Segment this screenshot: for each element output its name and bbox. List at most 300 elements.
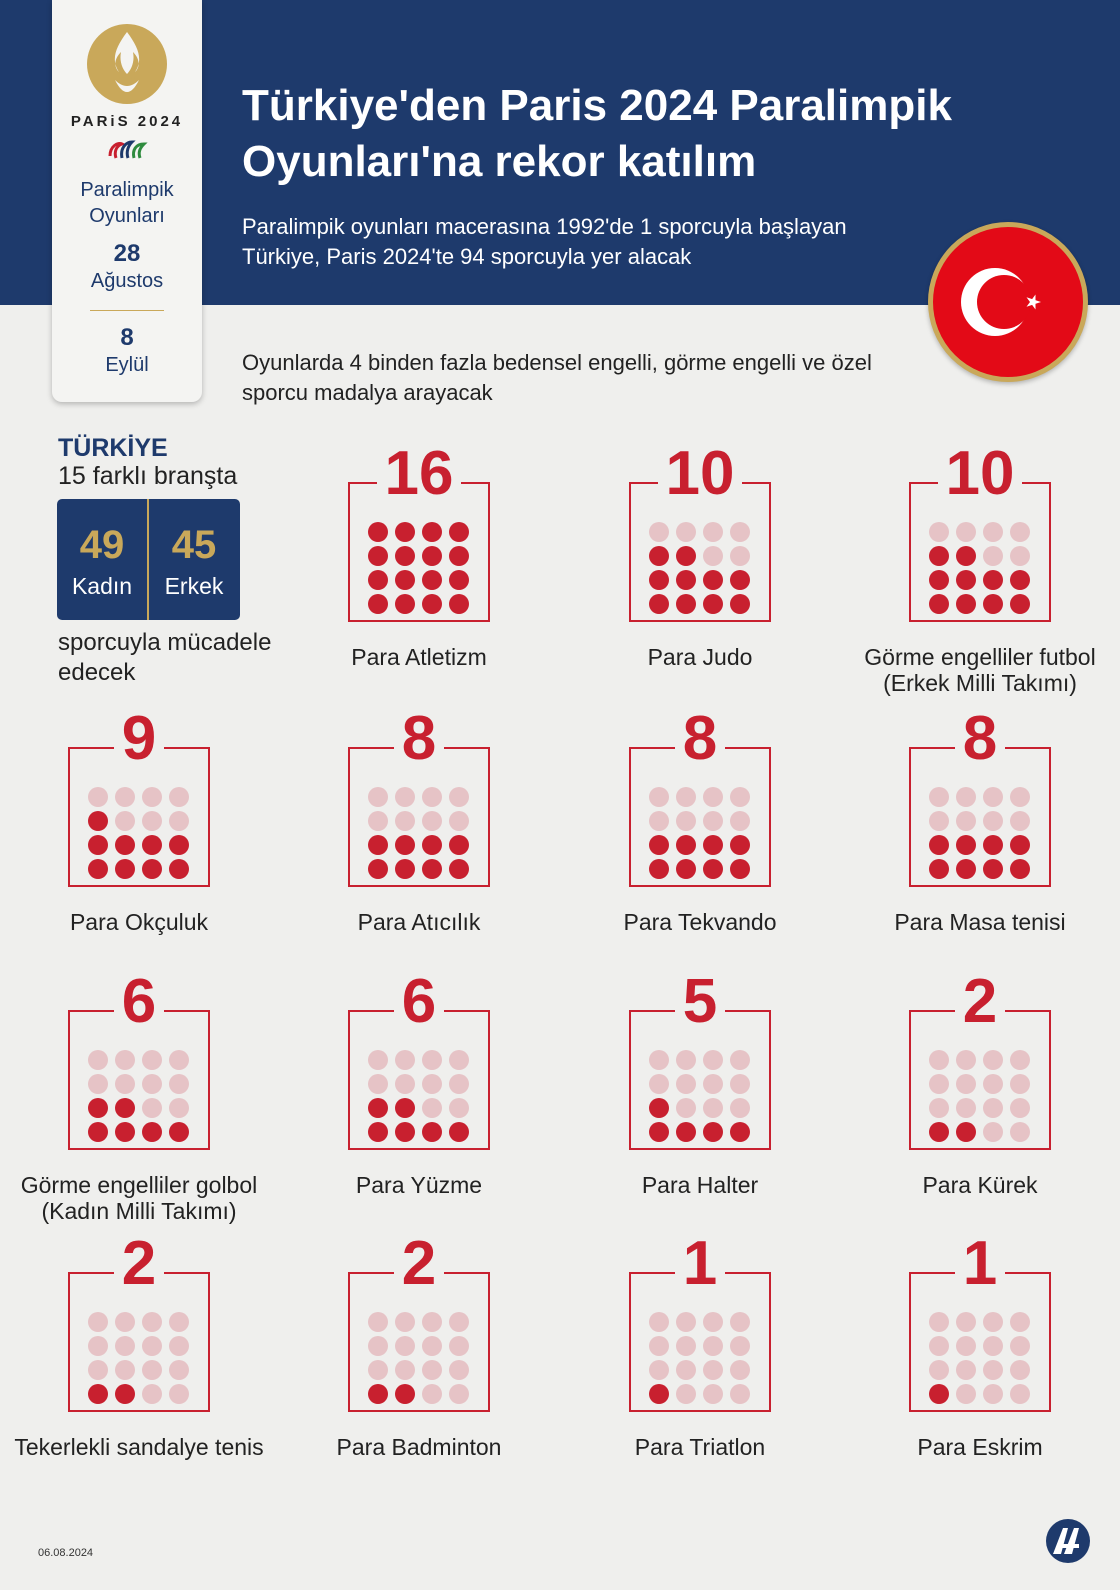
start-month: Ağustos <box>90 270 164 292</box>
athlete-dot-empty <box>983 1312 1003 1332</box>
athlete-dot-empty <box>983 1074 1003 1094</box>
athlete-dot-empty <box>449 1384 469 1404</box>
athlete-dot-empty <box>676 1384 696 1404</box>
athlete-dot-filled <box>422 570 442 590</box>
turkish-flag-icon <box>928 222 1088 382</box>
sport-athlete-count-text: 2 <box>394 1229 444 1298</box>
athlete-dot-empty <box>142 787 162 807</box>
aa-logo-icon <box>1045 1518 1091 1564</box>
sport-label: Para Yüzme <box>355 1172 483 1198</box>
athlete-dot-empty <box>929 1336 949 1356</box>
athlete-dot-filled <box>368 1384 388 1404</box>
athlete-dot-filled <box>676 859 696 879</box>
athlete-dot-empty <box>983 546 1003 566</box>
athlete-dot-empty <box>983 1050 1003 1070</box>
women-count: 49 <box>79 523 125 567</box>
athlete-dot-filled <box>422 1122 442 1142</box>
athlete-dot-empty <box>115 1336 135 1356</box>
athlete-dot-filled <box>649 1384 669 1404</box>
sport-label: Görme engelliler futbol (Erkek Milli Takımı) <box>864 644 1096 696</box>
paris-2024-flame-icon <box>85 22 169 106</box>
athlete-dot-empty <box>115 811 135 831</box>
athlete-dot-filled <box>169 859 189 879</box>
sport-athlete-count-text: 10 <box>658 439 743 508</box>
sport-athlete-count <box>350 704 488 773</box>
athlete-dot-empty <box>703 1336 723 1356</box>
athlete-dot-empty <box>929 522 949 542</box>
athlete-dot-filled <box>395 546 415 566</box>
athlete-dot-filled <box>703 570 723 590</box>
athlete-dot-filled <box>449 522 469 542</box>
athlete-dot-empty <box>649 1050 669 1070</box>
athlete-dot-empty <box>395 1336 415 1356</box>
athlete-dot-filled <box>983 835 1003 855</box>
sport-athlete-count-text: 2 <box>955 967 1005 1036</box>
athlete-dot-filled <box>1010 570 1030 590</box>
athlete-dot-filled <box>395 522 415 542</box>
athlete-dot-empty <box>88 1074 108 1094</box>
athlete-dot-empty <box>422 1074 442 1094</box>
athlete-dot-empty <box>1010 1074 1030 1094</box>
athlete-dot-filled <box>1010 859 1030 879</box>
athlete-dot-empty <box>422 1360 442 1380</box>
athlete-dot-empty <box>115 787 135 807</box>
brand-text: PARiS 2024 <box>70 113 184 130</box>
athlete-dot-filled <box>676 594 696 614</box>
athlete-dot-empty <box>368 787 388 807</box>
athlete-dot-filled <box>703 1122 723 1142</box>
athlete-dot-empty <box>730 1360 750 1380</box>
athlete-dot-empty <box>1010 811 1030 831</box>
athlete-dot-filled <box>730 594 750 614</box>
page-subtitle: Paralimpik oyunları macerasına 1992'de 1 sporcuyla başlayan Türkiye, Paris 2024'te 94 sporcuyla yer alacak <box>242 214 847 269</box>
athlete-dot-empty <box>676 1336 696 1356</box>
athlete-dot-filled <box>368 522 388 542</box>
athlete-dot-empty <box>169 1360 189 1380</box>
athlete-dot-empty <box>676 787 696 807</box>
athlete-dot-empty <box>929 787 949 807</box>
athlete-dot-empty <box>1010 1098 1030 1118</box>
athlete-dot-filled <box>368 835 388 855</box>
athlete-dot-empty <box>676 1312 696 1332</box>
athlete-dot-filled <box>395 1098 415 1118</box>
athlete-dot-filled <box>956 835 976 855</box>
athlete-dot-empty <box>676 1050 696 1070</box>
athlete-dot-empty <box>649 1360 669 1380</box>
sport-athlete-count-text: 2 <box>114 1229 164 1298</box>
sport-label: Para Eskrim <box>917 1434 1043 1460</box>
sport-athlete-count <box>350 439 488 508</box>
athlete-dot-filled <box>142 1122 162 1142</box>
athlete-dot-empty <box>88 1336 108 1356</box>
athlete-dot-filled <box>649 835 669 855</box>
athlete-dot-empty <box>649 811 669 831</box>
athlete-dot-empty <box>368 811 388 831</box>
athlete-dot-empty <box>142 1074 162 1094</box>
athlete-dot-filled <box>169 1122 189 1142</box>
sport-athlete-count-text: 5 <box>675 967 725 1036</box>
athlete-dot-empty <box>983 522 1003 542</box>
athlete-dot-filled <box>730 1122 750 1142</box>
athlete-dot-empty <box>983 1122 1003 1142</box>
sport-athlete-count <box>911 1229 1049 1298</box>
athlete-dot-empty <box>142 1312 162 1332</box>
athlete-dot-empty <box>703 1050 723 1070</box>
athlete-dot-empty <box>395 1312 415 1332</box>
athlete-dot-empty <box>169 1336 189 1356</box>
athlete-dot-filled <box>422 835 442 855</box>
athlete-dot-empty <box>395 811 415 831</box>
athlete-dot-empty <box>395 1074 415 1094</box>
sport-athlete-count <box>631 704 769 773</box>
athlete-dot-empty <box>395 1360 415 1380</box>
athlete-dot-filled <box>703 835 723 855</box>
athlete-dot-empty <box>142 1098 162 1118</box>
athlete-dot-empty <box>142 1336 162 1356</box>
women-label: Kadın <box>71 573 133 599</box>
athlete-dot-empty <box>649 787 669 807</box>
athlete-dot-empty <box>449 811 469 831</box>
sport-card <box>68 967 210 1150</box>
athlete-dot-filled <box>449 835 469 855</box>
end-month: Eylül <box>105 354 149 376</box>
athlete-dot-empty <box>703 546 723 566</box>
athlete-dot-empty <box>88 1050 108 1070</box>
athlete-dot-empty <box>983 1336 1003 1356</box>
branch-count-text: 15 farklı branşta <box>58 462 238 490</box>
sport-athlete-count <box>70 704 208 773</box>
athlete-dot-empty <box>1010 1312 1030 1332</box>
event-line-2: Oyunları <box>89 205 165 227</box>
athlete-dot-empty <box>676 1098 696 1118</box>
athlete-dot-empty <box>956 1312 976 1332</box>
athlete-dot-filled <box>956 546 976 566</box>
athlete-dot-empty <box>449 1074 469 1094</box>
athlete-dot-empty <box>703 787 723 807</box>
athlete-dot-filled <box>676 835 696 855</box>
athlete-dot-empty <box>449 1360 469 1380</box>
sport-card <box>348 967 490 1150</box>
sport-label: Tekerlekli sandalye tenis <box>14 1434 264 1460</box>
sport-athlete-count <box>911 704 1049 773</box>
athlete-dot-filled <box>703 594 723 614</box>
athlete-dot-filled <box>676 570 696 590</box>
athlete-dot-filled <box>956 570 976 590</box>
athlete-dot-filled <box>929 859 949 879</box>
athlete-dot-empty <box>956 1336 976 1356</box>
sport-card <box>348 1229 490 1412</box>
sport-athlete-count <box>631 967 769 1036</box>
athlete-dot-filled <box>115 835 135 855</box>
athlete-dot-empty <box>1010 1050 1030 1070</box>
athlete-dot-filled <box>649 594 669 614</box>
athlete-dot-empty <box>730 1050 750 1070</box>
athlete-dot-empty <box>730 522 750 542</box>
athlete-dot-filled <box>88 859 108 879</box>
athlete-dot-empty <box>730 546 750 566</box>
sport-label: Para Atıcılık <box>357 909 481 935</box>
turkey-footer-text: sporcuyla mücadele edecek <box>58 629 272 686</box>
agitos-icon <box>106 138 148 164</box>
sport-card <box>68 704 210 887</box>
athlete-dot-empty <box>1010 787 1030 807</box>
athlete-dot-filled <box>730 835 750 855</box>
athlete-dot-empty <box>422 1312 442 1332</box>
athlete-dot-empty <box>983 811 1003 831</box>
athlete-dot-empty <box>956 787 976 807</box>
sport-athlete-count <box>70 1229 208 1298</box>
athlete-dot-filled <box>395 594 415 614</box>
athlete-dot-empty <box>983 1360 1003 1380</box>
athlete-dot-empty <box>422 1098 442 1118</box>
athlete-dot-empty <box>649 522 669 542</box>
athlete-dot-empty <box>115 1312 135 1332</box>
games-logo-card <box>52 0 202 402</box>
athlete-dot-filled <box>929 570 949 590</box>
athlete-dot-empty <box>422 1336 442 1356</box>
athlete-dot-filled <box>983 594 1003 614</box>
sport-card <box>348 439 490 622</box>
athlete-dot-empty <box>88 1312 108 1332</box>
athlete-dot-filled <box>368 859 388 879</box>
athlete-dot-filled <box>115 859 135 879</box>
athlete-dot-filled <box>88 1384 108 1404</box>
athlete-dot-filled <box>88 1098 108 1118</box>
athlete-dot-filled <box>929 1384 949 1404</box>
athlete-dot-empty <box>703 1360 723 1380</box>
sport-athlete-count <box>350 967 488 1036</box>
athlete-dot-filled <box>649 570 669 590</box>
athlete-dot-filled <box>422 859 442 879</box>
athlete-dot-empty <box>1010 1360 1030 1380</box>
athlete-dot-empty <box>703 811 723 831</box>
athlete-dot-filled <box>929 594 949 614</box>
sport-card <box>629 439 771 622</box>
athlete-dot-filled <box>929 1122 949 1142</box>
athlete-dot-filled <box>649 1098 669 1118</box>
sport-card <box>909 439 1051 622</box>
athlete-dot-filled <box>395 859 415 879</box>
athlete-dot-empty <box>649 1312 669 1332</box>
athlete-dot-filled <box>115 1098 135 1118</box>
athlete-dot-empty <box>449 1098 469 1118</box>
athlete-dot-empty <box>142 1384 162 1404</box>
athlete-dot-empty <box>1010 522 1030 542</box>
sport-athlete-count-text: 6 <box>114 967 164 1036</box>
sport-label: Para Kürek <box>922 1172 1038 1198</box>
athlete-dot-empty <box>929 1074 949 1094</box>
sport-athlete-count-text: 8 <box>394 704 444 773</box>
athlete-dot-filled <box>676 1122 696 1142</box>
athlete-dot-empty <box>422 1050 442 1070</box>
sport-athlete-count-text: 8 <box>675 704 725 773</box>
athlete-dot-empty <box>730 1074 750 1094</box>
athlete-dot-empty <box>956 1360 976 1380</box>
athlete-dot-filled <box>368 1122 388 1142</box>
intro-text: Oyunlarda 4 binden fazla bedensel engelli, görme engelli ve özel sporcu madalya arayacak <box>242 350 872 405</box>
athlete-dot-filled <box>395 1384 415 1404</box>
athlete-dot-filled <box>395 570 415 590</box>
athlete-dot-empty <box>1010 1384 1030 1404</box>
athlete-dot-empty <box>422 1384 442 1404</box>
athlete-dot-empty <box>115 1074 135 1094</box>
sport-athlete-count-text: 6 <box>394 967 444 1036</box>
athlete-dot-empty <box>169 1074 189 1094</box>
athlete-dot-filled <box>1010 835 1030 855</box>
athlete-dot-empty <box>169 1098 189 1118</box>
athlete-dot-empty <box>368 1050 388 1070</box>
sport-athlete-count-text: 9 <box>114 704 164 773</box>
sport-label: Para Judo <box>647 644 753 670</box>
athlete-dot-filled <box>449 594 469 614</box>
athlete-dot-filled <box>929 546 949 566</box>
athlete-dot-filled <box>449 570 469 590</box>
sport-label: Görme engelliler golbol (Kadın Milli Takımı) <box>20 1172 258 1224</box>
athlete-dot-filled <box>649 1122 669 1142</box>
athlete-dot-empty <box>449 1312 469 1332</box>
athlete-dot-filled <box>730 570 750 590</box>
athlete-dot-filled <box>449 859 469 879</box>
sport-athlete-count <box>350 1229 488 1298</box>
athlete-dot-filled <box>142 859 162 879</box>
sport-athlete-count-text: 16 <box>377 439 462 508</box>
athlete-dot-filled <box>422 522 442 542</box>
athlete-dot-empty <box>649 1336 669 1356</box>
athlete-dot-empty <box>368 1360 388 1380</box>
athlete-dot-filled <box>983 570 1003 590</box>
athlete-dot-empty <box>929 1312 949 1332</box>
athlete-dot-filled <box>88 835 108 855</box>
athlete-dot-empty <box>368 1312 388 1332</box>
athlete-dot-filled <box>929 835 949 855</box>
athlete-dot-empty <box>730 811 750 831</box>
athlete-dot-filled <box>142 835 162 855</box>
athlete-dot-filled <box>368 546 388 566</box>
athlete-dot-filled <box>983 859 1003 879</box>
athlete-dot-filled <box>88 1122 108 1142</box>
athlete-dot-filled <box>395 1122 415 1142</box>
sport-athlete-count-text: 8 <box>955 704 1005 773</box>
sport-card <box>909 967 1051 1150</box>
sport-label: Para Tekvando <box>623 909 777 935</box>
athlete-dot-filled <box>649 859 669 879</box>
sport-athlete-count-text: 10 <box>938 439 1023 508</box>
athlete-gender-box <box>57 499 240 620</box>
sport-label: Para Okçuluk <box>69 909 209 935</box>
athlete-dot-empty <box>169 1312 189 1332</box>
sport-label: Para Masa tenisi <box>894 909 1066 935</box>
athlete-dot-empty <box>956 522 976 542</box>
men-label: Erkek <box>164 573 224 599</box>
event-line-1: Paralimpik <box>80 179 174 201</box>
athlete-dot-empty <box>676 811 696 831</box>
sport-athlete-count-text: 1 <box>955 1229 1005 1298</box>
page-title: Türkiye'den Paris 2024 Paralimpik Oyunları'na rekor katılım <box>242 81 952 186</box>
athlete-dot-filled <box>368 570 388 590</box>
sport-athlete-count <box>70 967 208 1036</box>
athlete-dot-empty <box>983 1384 1003 1404</box>
athlete-dot-empty <box>983 1098 1003 1118</box>
athlete-dot-empty <box>956 1384 976 1404</box>
athlete-dot-empty <box>368 1074 388 1094</box>
athlete-dot-filled <box>368 594 388 614</box>
athlete-dot-empty <box>88 1360 108 1380</box>
sport-athlete-count <box>911 967 1049 1036</box>
turkey-label: TÜRKİYE <box>58 434 168 462</box>
athlete-dot-filled <box>649 546 669 566</box>
athlete-dot-empty <box>956 1050 976 1070</box>
athlete-dot-empty <box>142 1360 162 1380</box>
athlete-dot-filled <box>956 859 976 879</box>
athlete-dot-empty <box>1010 1122 1030 1142</box>
sport-label: Para Triatlon <box>634 1434 766 1460</box>
sport-athlete-count <box>631 1229 769 1298</box>
athlete-dot-filled <box>422 594 442 614</box>
athlete-dot-filled <box>703 859 723 879</box>
athlete-dot-empty <box>929 811 949 831</box>
athlete-dot-empty <box>115 1360 135 1380</box>
sport-card <box>629 1229 771 1412</box>
athlete-dot-empty <box>422 787 442 807</box>
athlete-dot-empty <box>929 1050 949 1070</box>
sport-card <box>909 1229 1051 1412</box>
athlete-dot-empty <box>395 787 415 807</box>
end-day: 8 <box>120 324 134 351</box>
athlete-dot-empty <box>730 1384 750 1404</box>
athlete-dot-empty <box>449 1336 469 1356</box>
athlete-dot-filled <box>956 594 976 614</box>
sport-card <box>348 704 490 887</box>
athlete-dot-filled <box>676 546 696 566</box>
athlete-dot-empty <box>703 522 723 542</box>
athlete-dot-empty <box>956 1074 976 1094</box>
athlete-dot-empty <box>115 1050 135 1070</box>
athlete-dot-empty <box>676 1074 696 1094</box>
athlete-dot-empty <box>169 1384 189 1404</box>
men-count: 45 <box>171 523 217 567</box>
athlete-dot-empty <box>169 787 189 807</box>
athlete-dot-empty <box>395 1050 415 1070</box>
athlete-dot-empty <box>449 787 469 807</box>
sport-label: Para Halter <box>641 1172 759 1198</box>
start-day: 28 <box>113 240 141 267</box>
sport-athlete-count <box>911 439 1049 508</box>
sport-label: Para Badminton <box>336 1434 502 1460</box>
sport-athlete-count <box>631 439 769 508</box>
athlete-dot-filled <box>115 1122 135 1142</box>
athlete-dot-filled <box>730 859 750 879</box>
athlete-dot-filled <box>422 546 442 566</box>
athlete-dot-empty <box>368 1336 388 1356</box>
athlete-dot-empty <box>169 811 189 831</box>
athlete-dot-filled <box>88 811 108 831</box>
athlete-dot-empty <box>169 1050 189 1070</box>
athlete-dot-empty <box>449 1050 469 1070</box>
athlete-dot-empty <box>703 1074 723 1094</box>
athlete-dot-filled <box>449 1122 469 1142</box>
athlete-dot-empty <box>703 1312 723 1332</box>
sport-card <box>909 704 1051 887</box>
athlete-dot-empty <box>1010 1336 1030 1356</box>
athlete-dot-filled <box>115 1384 135 1404</box>
athlete-dot-empty <box>983 787 1003 807</box>
athlete-dot-empty <box>676 522 696 542</box>
athlete-dot-empty <box>929 1360 949 1380</box>
event-name <box>52 177 202 229</box>
athlete-dot-empty <box>1010 546 1030 566</box>
athlete-dot-empty <box>649 1074 669 1094</box>
athlete-dot-empty <box>422 811 442 831</box>
